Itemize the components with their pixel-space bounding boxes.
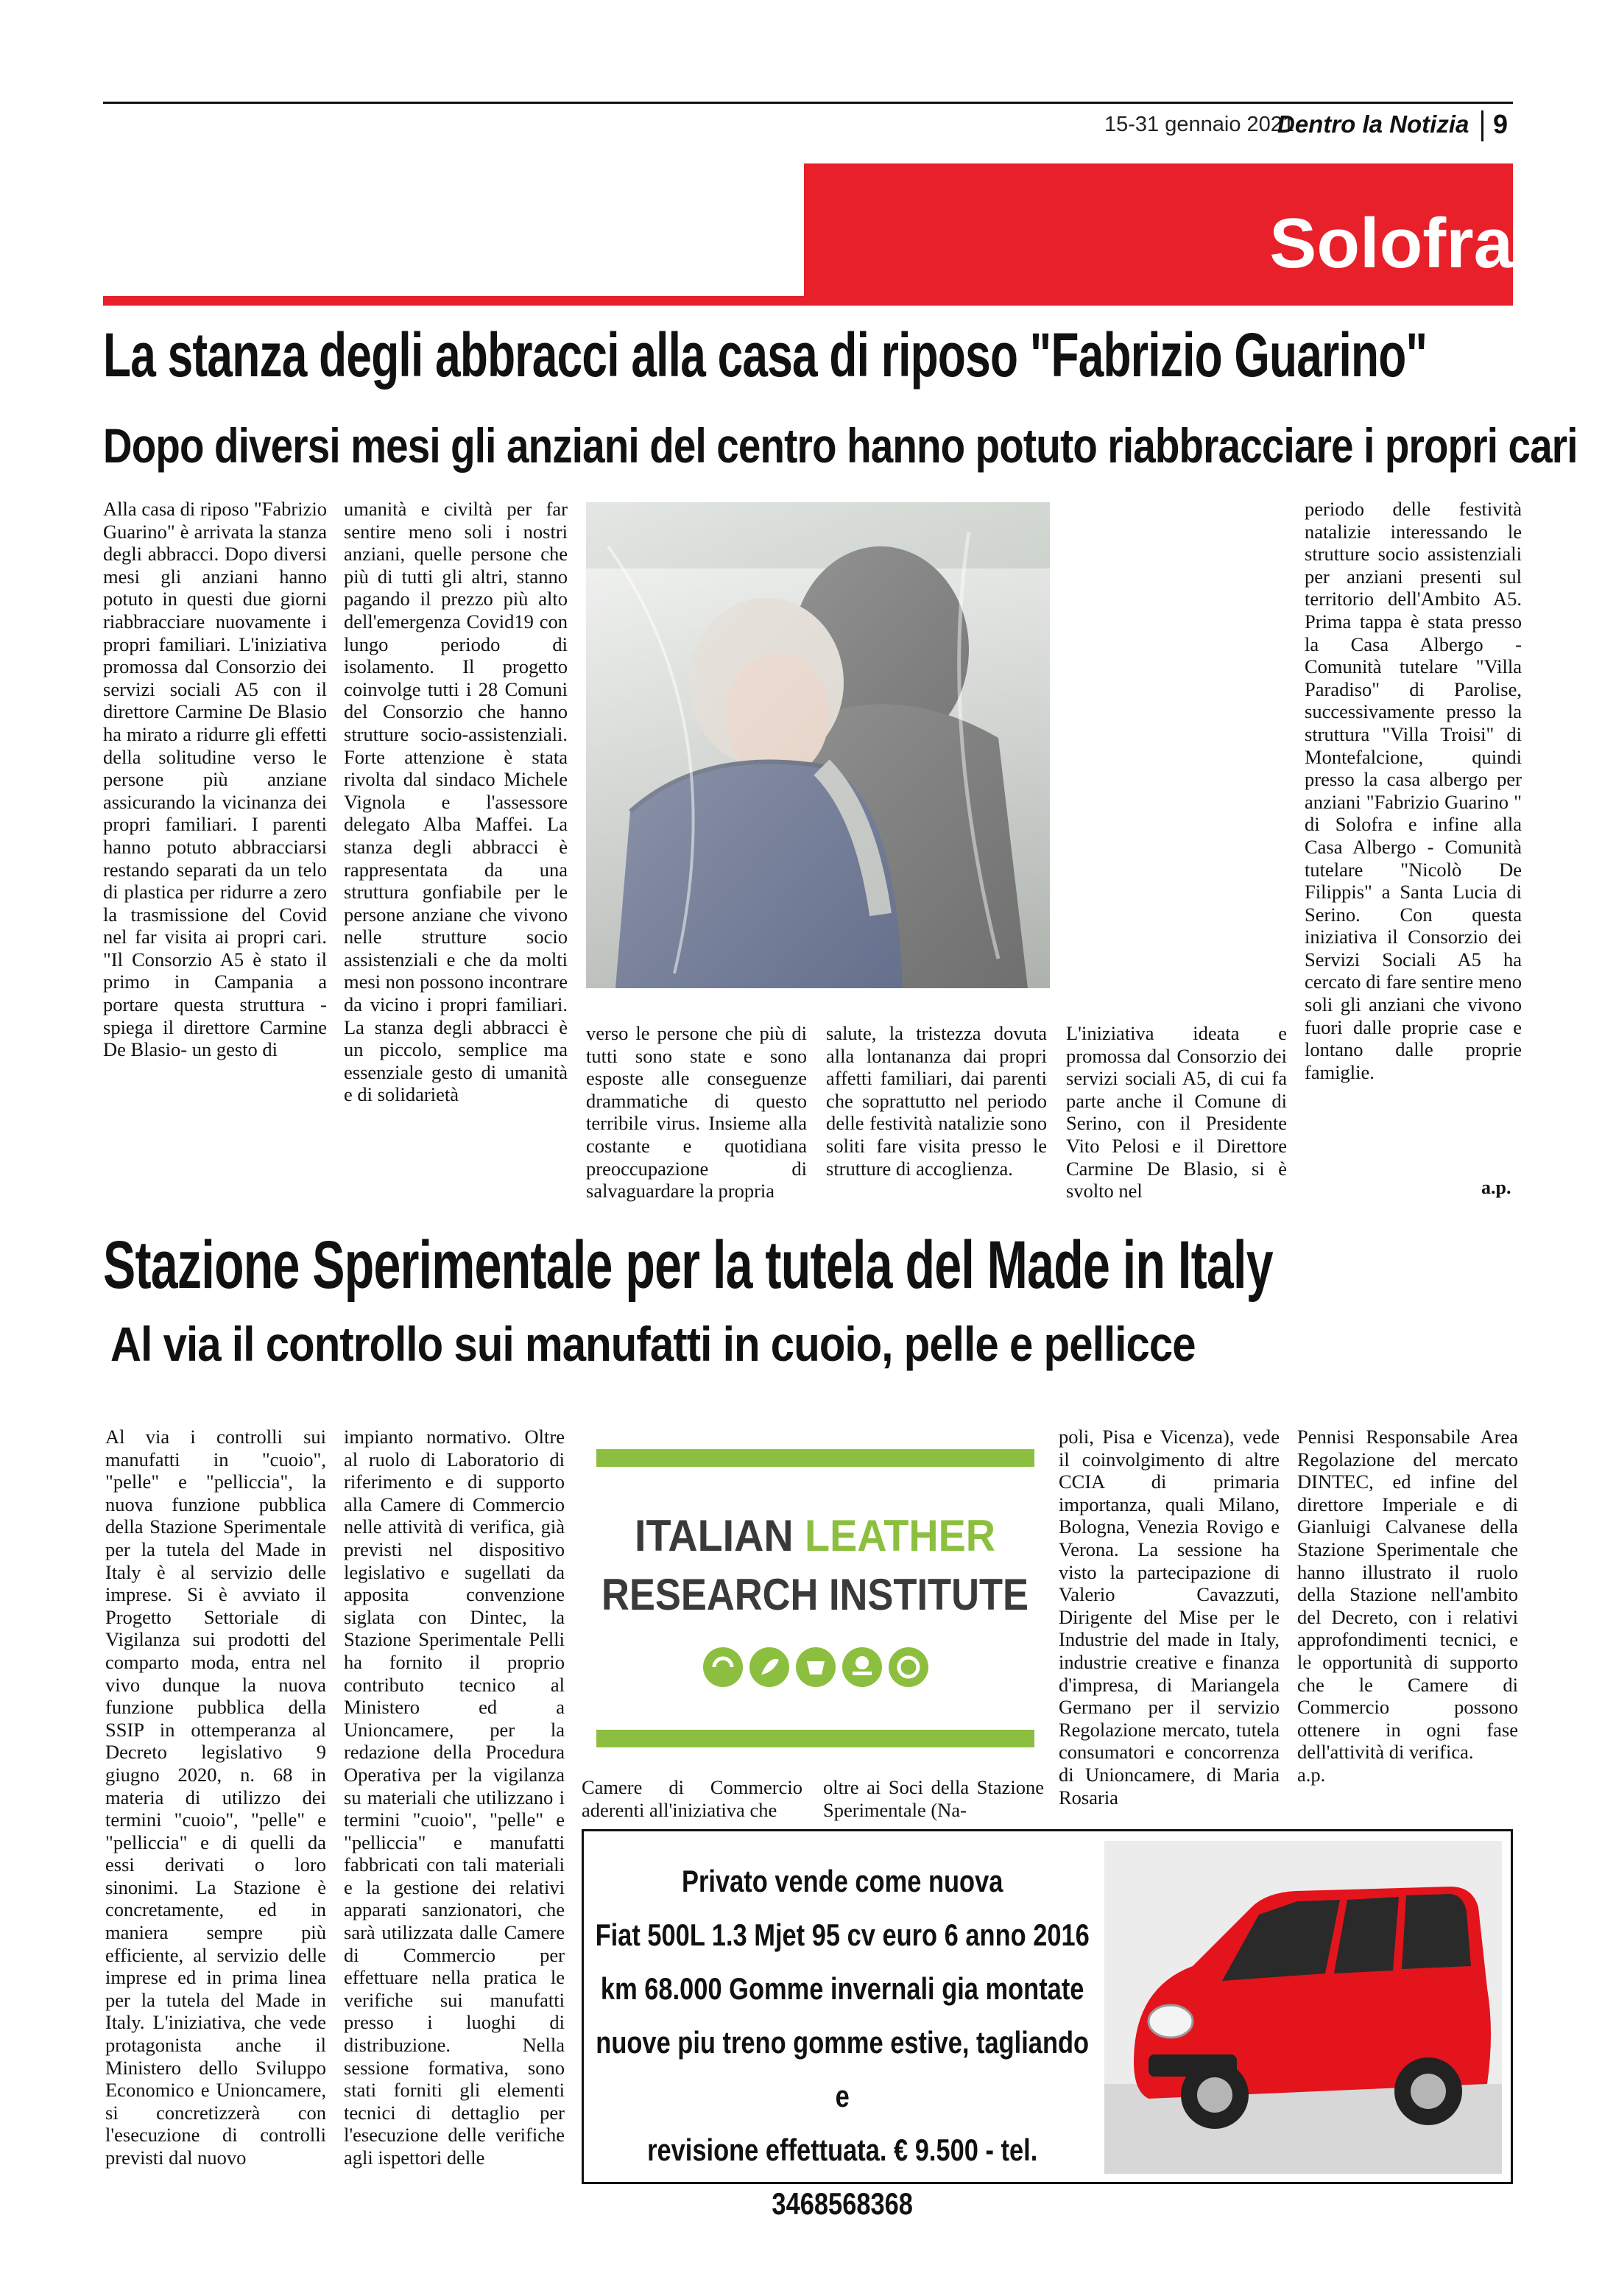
article1-byline: a.p. bbox=[1481, 1177, 1511, 1198]
logo-graphic bbox=[596, 1449, 1034, 1747]
top-rule bbox=[103, 102, 1513, 104]
issue-date: 15-31 gennaio 2021 bbox=[1104, 113, 1295, 136]
article2-column-5: poli, Pisa e Vicenza), vede il coinvolgimento di altre CCIA di primaria importanza, quali Milano, Bologna, Venezia Rovigo e Verona. La sessione ha visto la partecipazione di Valerio Cavazzuti, Dirigente del Mise per le Industrie del made in Italy, industrie creative e finanza d'impresa, di Mariangela Germano per il servizio Regolazione mercato, tutela consumatori e concorrenza di Unioncamere, di Maria Rosaria bbox=[1059, 1426, 1280, 1809]
article2-column-1: Al via i controlli sui manufatti in "cuoio", "pelle" e "pelliccia", la nuova funzione pubblica della Stazione Sperimentale per la tutela del Made in Italy è al servizio delle imprese. Si è avviato il Progetto Settoriale di Vigilanza sui prodotti del comparto moda, entra nel vivo dunque la nuova funzione pubblica della SSIP in ottemperanza al Decreto legislativo 9 giugno 2020, n. 68 in materia di utilizzo dei termini "cuoio", "pelle" e "pelliccia" e di quelli da essi derivati o loro sinonimi. La Stazione è concretamente, ed in maniera sempre più efficiente, al servizio delle imprese ed in prima linea per la tutela del Made in Italy. L'iniziativa, che vede protagonista anche il Ministero dello Sviluppo Economico e Unioncamere, si concretizzerà con l'esecuzione di controlli previsti dal nuovo bbox=[105, 1426, 326, 2169]
article2-title: Stazione Sperimentale per la tutela del Made in Italy bbox=[103, 1228, 1273, 1303]
article1-title: La stanza degli abbracci alla casa di riposo "Fabrizio Guarino" bbox=[103, 320, 1428, 390]
car-photo bbox=[1104, 1841, 1502, 2174]
article1-subtitle: Dopo diversi mesi gli anziani del centro hanno potuto riabbracciare i propri cari bbox=[103, 418, 1578, 473]
logo-word-italian: ITALIAN bbox=[635, 1511, 806, 1560]
hug-photo-illustration bbox=[586, 502, 1050, 988]
ad-line: Fiat 500L 1.3 Mjet 95 cv euro 6 anno 2016 bbox=[595, 1918, 1090, 1952]
article2-column-6: Pennisi Responsabile Area Regolazione del mercato DINTEC, ed infine del direttore Imperiale e di Gianluigi Calvanese della Stazione Sperimentale che hanno illustrato il ruolo della Stazione nell'ambito del Decreto, con i relativi approfondimenti tecnici, e le opportunità di supporto che le Camere di Commercio possono ottenere in ogni fase dell'attività di verifica. a.p. bbox=[1297, 1426, 1518, 1786]
page-number: 9 bbox=[1493, 109, 1509, 139]
hug-photo bbox=[586, 502, 1050, 988]
logo-circle-icons bbox=[703, 1647, 928, 1687]
article1-column-3: verso le persone che più di tutti sono state e sono esposte alle conseguenze drammatiche di questo terribile virus. Insieme alla costante e quotidiana preoccupazione di salvaguardare la propria bbox=[586, 1022, 807, 1202]
article1-column-5: L'iniziativa ideata e promossa dal Consorzio dei servizi sociali A5, di cui fa parte anche il Comune di Serino, con il Presidente Vito Pelosi e il Direttore Carmine De Blasio, si è svolto nel bbox=[1066, 1022, 1287, 1202]
ad-line: nuove piu treno gomme estive, tagliando e bbox=[596, 2025, 1090, 2113]
svg-text:ITALIAN LEATHER bbox=[635, 1511, 1010, 1560]
section-title: Solofra bbox=[1269, 204, 1513, 283]
ad-line: revisione effettuata. € 9.500 - tel. 3468568368 bbox=[647, 2133, 1038, 2221]
ad-text bbox=[595, 1854, 1090, 2230]
article2-column-3: Camere di Commercio aderenti all'iniziativa che bbox=[582, 1776, 802, 1821]
article1-column-1: Alla casa di riposo "Fabrizio Guarino" è arrivata la stanza degli abbracci. Dopo diversi mesi gli anziani hanno potuto in questi due giorni riabbracciare nuovamente i propri familiari. L'iniziativa promossa dal Consorzio dei servizi sociali A5 con il direttore Carmine De Blasio ha mirato a ridurre gli effetti della solitudine verso le persone più anziane assicurando la vicinanza dei propri familiari. I parenti hanno potuto abbracciarsi restando separati da un telo di plastica per ridurre a zero la trasmissione del Covid nel far visita ai propri cari. "Il Consorzio A5 è stato il primo in Campania a portare questa struttura -spiega il direttore Carmine De Blasio- un gesto di bbox=[103, 498, 327, 1061]
leather-institute-logo bbox=[596, 1449, 1034, 1747]
ad-line: km 68.000 Gomme invernali gia montate bbox=[600, 1971, 1084, 2006]
logo-word-leather: LEATHER bbox=[805, 1511, 1010, 1560]
article1-column-2: umanità e civiltà per far sentire meno soli i nostri anziani, quelle persone che più di tutti gli altri, stanno pagando il prezzo più alto dell'emergenza Covid19 con lungo periodo di isolamento. Il progetto coinvolge tutti i 28 Comuni del Consorzio che hanno strutture socio-assistenziali. Forte attenzione è stata rivolta dal sindaco Michele Vignola e l'assessore delegato Alba Maffei. La stanza degli abbracci è rappresentata da una struttura gonfiabile per le persone anziane che vivono nelle strutture socio assistenziali e che da molti mesi non possono incontrare da vicino i propri familiari. La stanza degli abbracci è un piccolo, semplice ma essenziale gesto di umanità e di solidarietà bbox=[344, 498, 568, 1106]
article2-column-2: impianto normativo. Oltre al ruolo di Laboratorio di riferimento e di supporto alla Camere di Commercio nelle attività di verifica, già previsti nel dispositivo legislativo e sugellati da apposita convenzione siglata con Dintec, la Stazione Sperimentale Pelli ha fornito il proprio contributo tecnico al Ministero ed a Unioncamere, per la redazione della Procedura Operativa per la vigilanza su materiali che utilizzano i termini "cuoio", "pelle" e "pelliccia" e manufatti fabbricati con tali materiali e la gestione dei relativi apparati sanzionatori, che sarà utilizzata dalle Camere di Commercio per effettuare nella pratica le verifiche sui manufatti presso i luoghi di distribuzione. Nella sessione formativa, sono stati forniti gli elementi tecnici di dettaglio per l'esecuzione delle verifiche agli ispettori delle bbox=[344, 1426, 565, 2169]
article1-column-4: salute, la tristezza dovuta alla lontananza dai propri affetti familiari, dai parenti che soprattutto nel periodo delle festività natalizie sono soliti fare visita presso le strutture di accoglienza. bbox=[826, 1022, 1047, 1180]
ad-line: Privato vende come nuova bbox=[682, 1864, 1003, 1898]
article2-column-4: oltre ai Soci della Stazione Sperimentale (Na- bbox=[823, 1776, 1044, 1821]
article1-column-6: periodo delle festività natalizie interessando le strutture socio assistenziali per anziani presenti sul territorio dell'Ambito A5. Prima tappa è stata presso la Casa Albergo - Comunità tutelare "Villa Paradiso" di Parolise, successivamente presso la struttura "Villa Troisi" di Montefalcione, quindi presso la casa albergo per anziani "Fabrizio Guarino " di Solofra e infine alla Casa Albergo - Comunità tutelare "Nicolò De Filippis" a Santa Lucia di Serino. Con questa iniziativa il Consorzio dei Servizi Sociali A5 ha cercato di fare sentire meno soli gli anziani che vivono fuori dalle proprie case e lontano dalle proprie famiglie. bbox=[1305, 498, 1522, 1083]
section-rule bbox=[103, 296, 1513, 306]
article2-byline: a.p. bbox=[1297, 1763, 1326, 1786]
header-separator bbox=[1481, 110, 1483, 141]
newspaper-name: Dentro la Notizia bbox=[1277, 110, 1469, 138]
logo-line-research: RESEARCH INSTITUTE bbox=[601, 1570, 1028, 1619]
red-car-illustration bbox=[1104, 1841, 1502, 2174]
article2-subtitle: Al via il controllo sui manufatti in cuoio, pelle e pellicce bbox=[110, 1317, 1196, 1371]
